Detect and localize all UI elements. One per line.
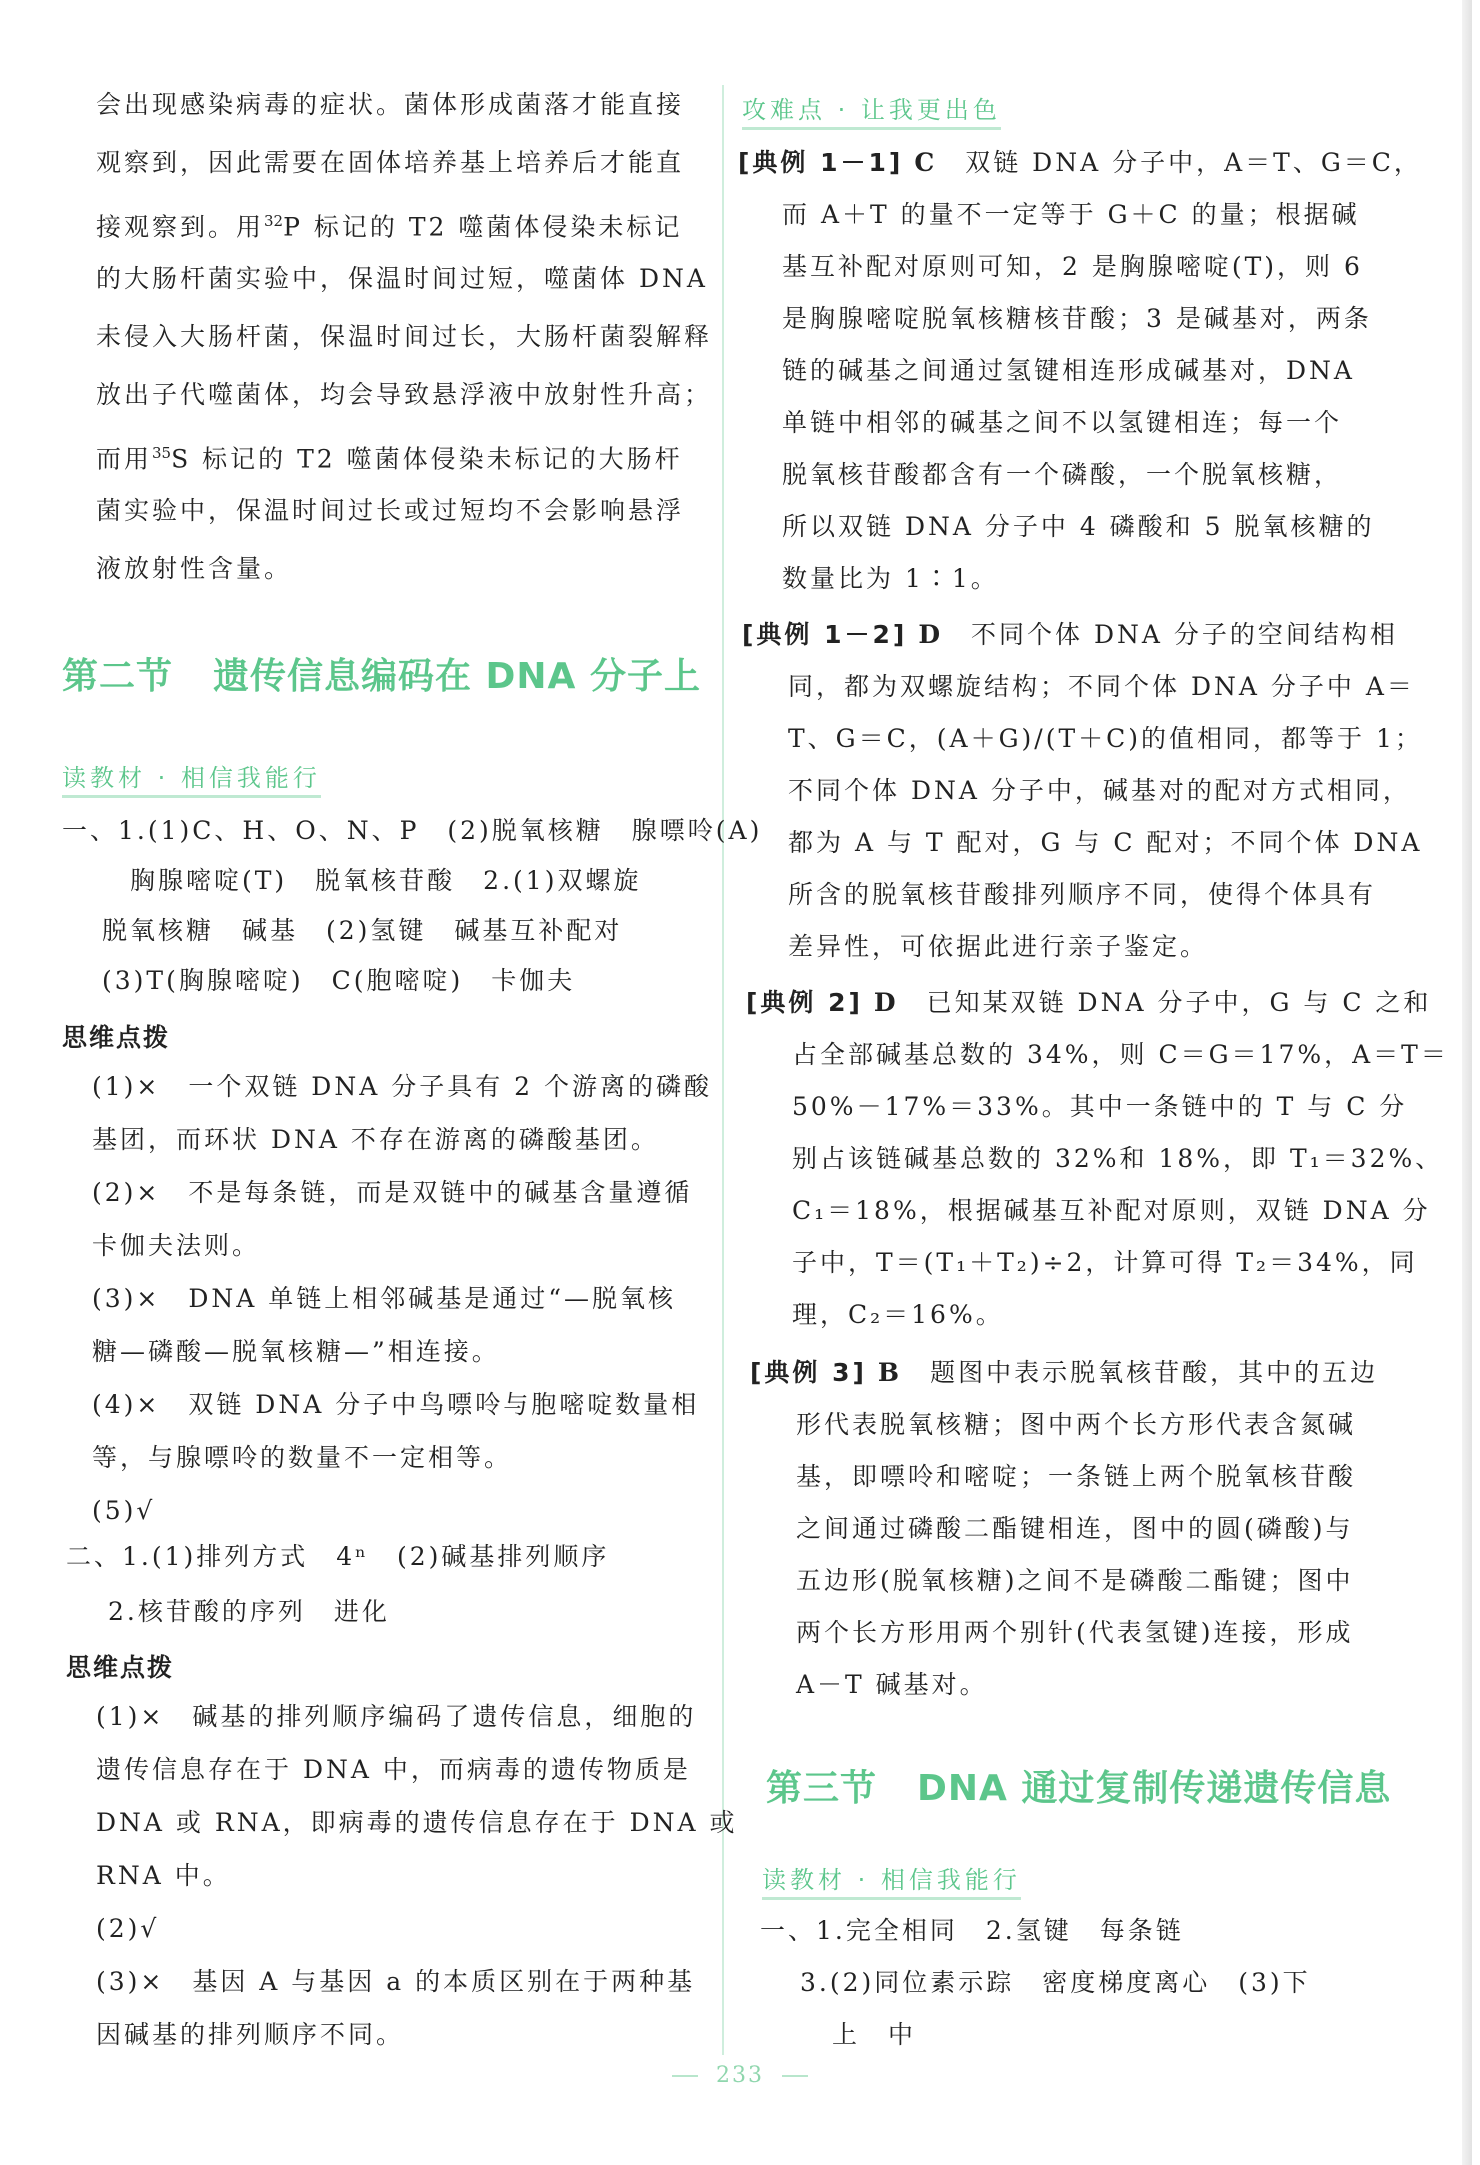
text-line: 所含的脱氧核苷酸排列顺序不同，使得个体具有: [788, 880, 1377, 909]
text-line: 不同个体 DNA 分子中，碱基对的配对方式相同，: [788, 776, 1411, 805]
answer-line: 3.(2)同位素示踪 密度梯度离心 (3)下: [800, 1968, 1311, 1997]
text-line: 基团，而环状 DNA 不存在游离的磷酸基团。: [92, 1125, 659, 1154]
text-line: 脱氧核苷酸都含有一个磷酸，一个脱氧核糖，: [782, 460, 1343, 489]
answer-line: 上 中: [832, 2020, 917, 2049]
thinking-heading: 思维点拨: [62, 1023, 171, 1052]
section-tag: 攻难点 · 让我更出色: [742, 90, 1001, 130]
text-line: 是胸腺嘧啶脱氧核糖核苷酸；3 是碱基对，两条: [782, 304, 1372, 333]
example-answer: B: [877, 1358, 903, 1387]
text-line: 基互补配对原则可知，2 是胸腺嘧啶(T)，则 6: [782, 252, 1363, 281]
section-tag: 读教材 · 相信我能行: [62, 758, 321, 798]
text-line: (4)× 双链 DNA 分子中鸟嘌呤与胞嘧啶数量相: [92, 1390, 700, 1419]
text-line: 所以双链 DNA 分子中 4 磷酸和 5 脱氧核糖的: [782, 512, 1375, 541]
text-line: 基，即嘌呤和嘧啶；一条链上两个脱氧核苷酸: [796, 1462, 1357, 1491]
text-line: DNA 或 RNA，即病毒的遗传信息存在于 DNA 或: [96, 1808, 738, 1837]
text-line: 遗传信息存在于 DNA 中，而病毒的遗传物质是: [96, 1755, 691, 1784]
text-line: 都为 A 与 T 配对，G 与 C 配对；不同个体 DNA: [788, 828, 1423, 857]
text-line: 放出子代噬菌体，均会导致悬浮液中放射性升高；: [96, 380, 713, 409]
answer-line: 2.核苷酸的序列 进化: [108, 1597, 390, 1626]
text-line: 形代表脱氧核糖；图中两个长方形代表含氮碱: [796, 1410, 1357, 1439]
text-line: 液放射性含量。: [96, 554, 293, 583]
text-line: 占全部碱基总数的 34%，则 C＝G＝17%，A＝T＝: [792, 1040, 1449, 1069]
text-line: C₁＝18%，根据碱基互补配对原则，双链 DNA 分: [792, 1196, 1431, 1225]
text-line: 糖—磷酸—脱氧核糖—”相连接。: [92, 1337, 500, 1366]
example-first-line: [典例 3] B 题图中表示脱氧核苷酸，其中的五边: [750, 1358, 1379, 1387]
text-line: 未侵入大肠杆菌，保温时间过长，大肠杆菌裂解释: [96, 322, 713, 351]
text-line: 差异性，可依据此进行亲子鉴定。: [788, 932, 1209, 961]
example-first-line: [典例 1－1] C 双链 DNA 分子中，A＝T、G＝C，: [738, 148, 1422, 177]
text-line: 接观察到。用$^{32}$P 标记的 T2 噬菌体侵染未标记: [96, 212, 683, 242]
text-line: 菌实验中，保温时间过长或过短均不会影响悬浮: [96, 496, 685, 525]
example-label: [典例 2]: [746, 988, 863, 1017]
answer-line: 一、1.(1)C、H、O、N、P (2)脱氧核糖 腺嘌呤(A): [62, 816, 763, 845]
answer-line: (3)T(胸腺嘧啶) C(胞嘧啶) 卡伽夫: [102, 966, 576, 995]
answer-line: 一、1.完全相同 2.氢键 每条链: [760, 1916, 1184, 1945]
text-line: 同，都为双螺旋结构；不同个体 DNA 分子中 A＝: [788, 672, 1415, 701]
text-line: 数量比为 1∶1。: [782, 564, 999, 593]
example-first-line: [典例 1－2] D 不同个体 DNA 分子的空间结构相: [742, 620, 1398, 649]
text-line: RNA 中。: [96, 1861, 231, 1890]
text-line: 之间通过磷酸二酯键相连，图中的圆(磷酸)与: [796, 1514, 1354, 1543]
text-line: A－T 碱基对。: [796, 1670, 988, 1699]
text-line: (1)× 一个双链 DNA 分子具有 2 个游离的磷酸: [92, 1072, 713, 1101]
section-title: 第三节 DNA 通过复制传递遗传信息: [766, 1768, 1392, 1809]
answer-line: 胸腺嘧啶(T) 脱氧核苷酸 2.(1)双螺旋: [130, 866, 642, 895]
thinking-heading: 思维点拨: [66, 1653, 175, 1682]
page-edge: [1462, 0, 1472, 2165]
text-line: (2)√: [96, 1914, 160, 1943]
text-line: 五边形(脱氧核糖)之间不是磷酸二酯键；图中: [796, 1566, 1354, 1595]
example-label: [典例 1－1]: [738, 148, 904, 177]
text-line: 子中，T＝(T₁＋T₂)÷2，计算可得 T₂＝34%，同: [792, 1248, 1418, 1277]
section-title: 第二节 遗传信息编码在 DNA 分子上: [62, 656, 701, 697]
answer-line: 脱氧核糖 碱基 (2)氢键 碱基互补配对: [102, 916, 623, 945]
text-line: 而用$^{35}$S 标记的 T2 噬菌体侵染未标记的大肠杆: [96, 444, 683, 474]
text-line: 50%－17%＝33%。其中一条链中的 T 与 C 分: [792, 1092, 1408, 1121]
example-answer: C: [914, 148, 938, 177]
example-first-line: [典例 2] D 已知某双链 DNA 分子中，G 与 C 之和: [746, 988, 1432, 1017]
column-divider: [722, 85, 724, 2055]
example-answer: D: [873, 988, 899, 1017]
text-line: (2)× 不是每条链，而是双链中的碱基含量遵循: [92, 1178, 693, 1207]
text-line: 理，C₂＝16%。: [792, 1300, 1004, 1329]
text-line: 两个长方形用两个别针(代表氢键)连接，形成: [796, 1618, 1354, 1647]
example-answer: D: [918, 620, 943, 649]
text-line: 链的碱基之间通过氢键相连形成碱基对，DNA: [782, 356, 1355, 385]
text-line: (5)√: [92, 1496, 156, 1525]
text-line: 观察到，因此需要在固体培养基上培养后才能直: [96, 148, 685, 177]
text-line: (3)× 基因 A 与基因 a 的本质区别在于两种基: [96, 1967, 696, 1996]
text-line: 等，与腺嘌呤的数量不一定相等。: [92, 1443, 513, 1472]
example-label: [典例 1－2]: [742, 620, 908, 649]
text-line: 会出现感染病毒的症状。菌体形成菌落才能直接: [96, 90, 685, 119]
text-line: T、G＝C，(A＋G)/(T＋C)的值相同，都等于 1；: [788, 724, 1423, 753]
section-tag: 读教材 · 相信我能行: [762, 1860, 1021, 1900]
example-label: [典例 3]: [750, 1358, 867, 1387]
page-number: 233: [0, 2063, 1480, 2088]
text-line: 而 A＋T 的量不一定等于 G＋C 的量；根据碱: [782, 200, 1360, 229]
answer-line: 二、1.(1)排列方式 4ⁿ (2)碱基排列顺序: [66, 1542, 610, 1571]
text-line: 因碱基的排列顺序不同。: [96, 2020, 405, 2049]
text-line: (3)× DNA 单链上相邻碱基是通过“—脱氧核: [92, 1284, 677, 1313]
text-line: 单链中相邻的碱基之间不以氢键相连；每一个: [782, 408, 1343, 437]
text-line: 卡伽夫法则。: [92, 1231, 261, 1260]
text-line: 别占该链碱基总数的 32%和 18%，即 T₁＝32%、: [792, 1144, 1444, 1173]
text-line: 的大肠杆菌实验中，保温时间过短，噬菌体 DNA: [96, 264, 708, 293]
text-line: (1)× 碱基的排列顺序编码了遗传信息，细胞的: [96, 1702, 697, 1731]
